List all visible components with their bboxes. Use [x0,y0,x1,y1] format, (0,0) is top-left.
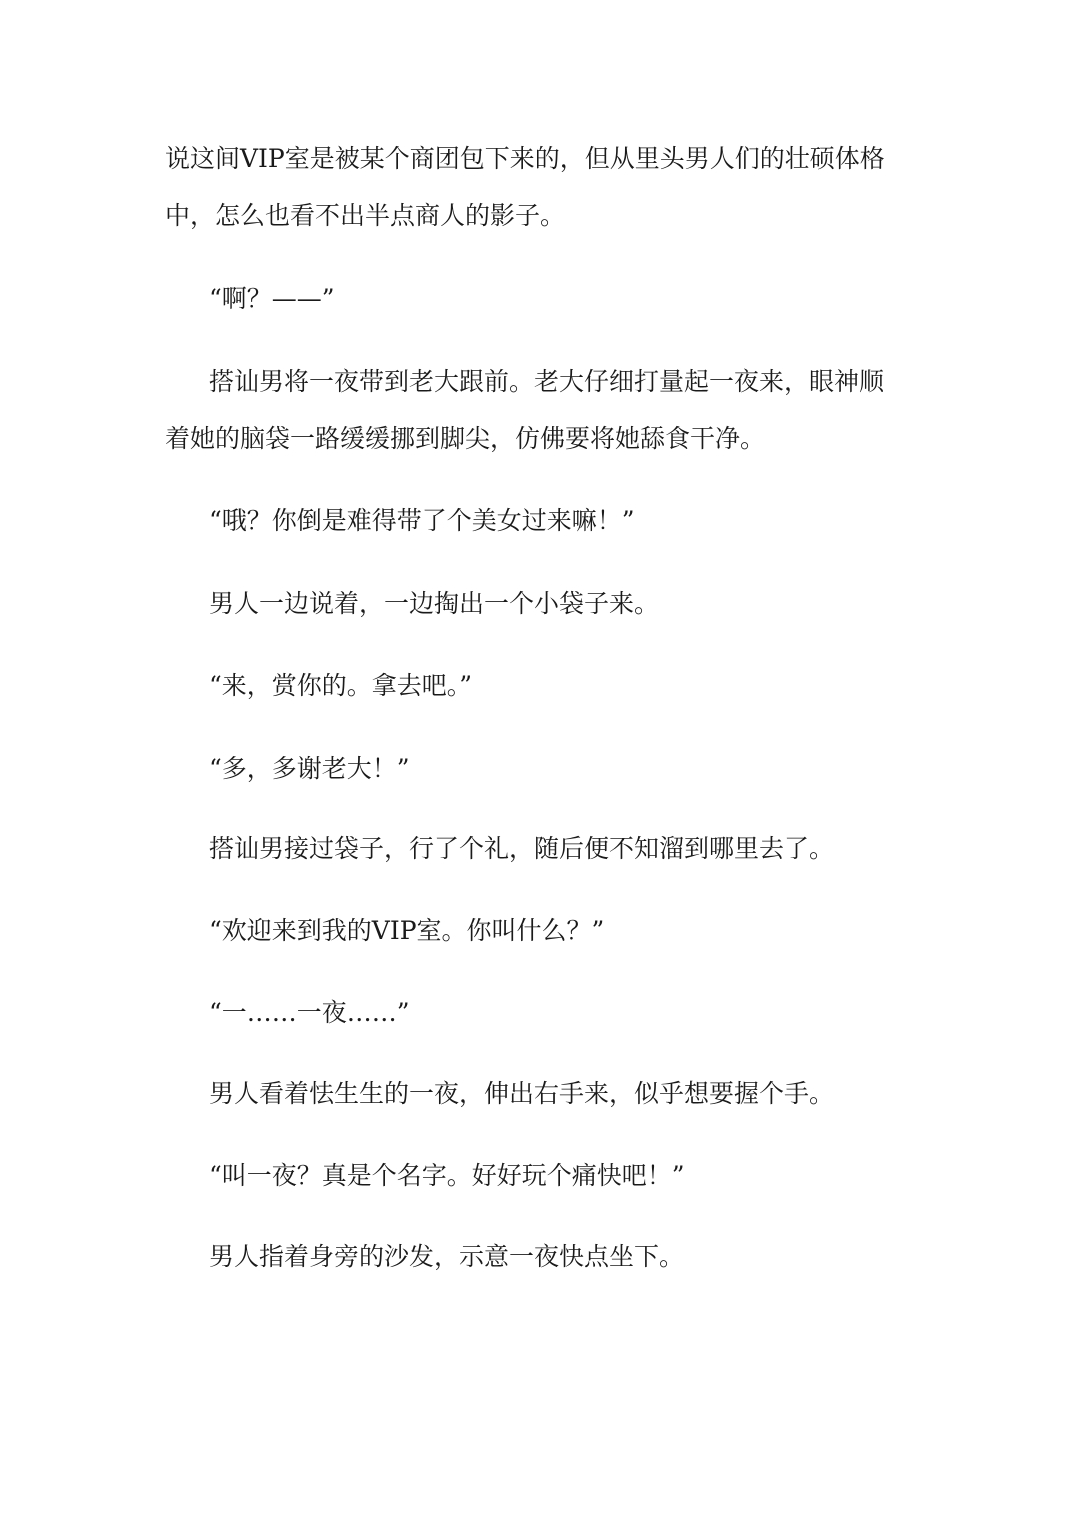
paragraph-6 [165,657,925,714]
text-line: 男人指着身旁的沙发，示意一夜快点坐下。 [209,1242,685,1271]
paragraph-3 [165,353,925,467]
text-line: “一……一夜……” [209,998,410,1027]
paragraph-9 [165,902,925,959]
text-line: 搭讪男接过袋子，行了个礼，随后便不知溜到哪里去了。 [209,834,835,863]
paragraph-8 [165,820,925,877]
paragraph-11 [165,1065,925,1122]
paragraph-2 [165,270,925,327]
text-line: 男人看着怯生生的一夜，伸出右手来，似乎想要握个手。 [209,1079,835,1108]
paragraph-5 [165,575,925,632]
paragraph-1 [165,130,925,244]
text-line: 搭讪男将一夜带到老大跟前。老大仔细打量起一夜来，眼神顺 [209,367,885,396]
text-line: “啊？——” [209,284,335,313]
text-line: “欢迎来到我的VIP室。你叫什么？” [209,916,605,945]
text-line: 男人一边说着，一边掏出一个小袋子来。 [209,589,660,618]
text-line: 说这间VIP室是被某个商团包下来的，但从里头男人们的壮硕体格 [165,144,885,173]
paragraph-12 [165,1147,925,1204]
paragraph-4 [165,492,925,549]
text-line: “来，赏你的。拿去吧。” [209,671,473,700]
text-line: 着她的脑袋一路缓缓挪到脚尖，仿佛要将她舔食干净。 [165,424,766,453]
text-line: “哦？你倒是难得带了个美女过来嘛！” [209,506,635,535]
text-line: 中，怎么也看不出半点商人的影子。 [165,201,566,230]
paragraph-13 [165,1228,925,1285]
text-line: “多，多谢老大！” [209,754,410,783]
paragraph-10 [165,984,925,1041]
text-line: “叫一夜？真是个名字。好好玩个痛快吧！” [209,1161,685,1190]
paragraph-7 [165,740,925,797]
